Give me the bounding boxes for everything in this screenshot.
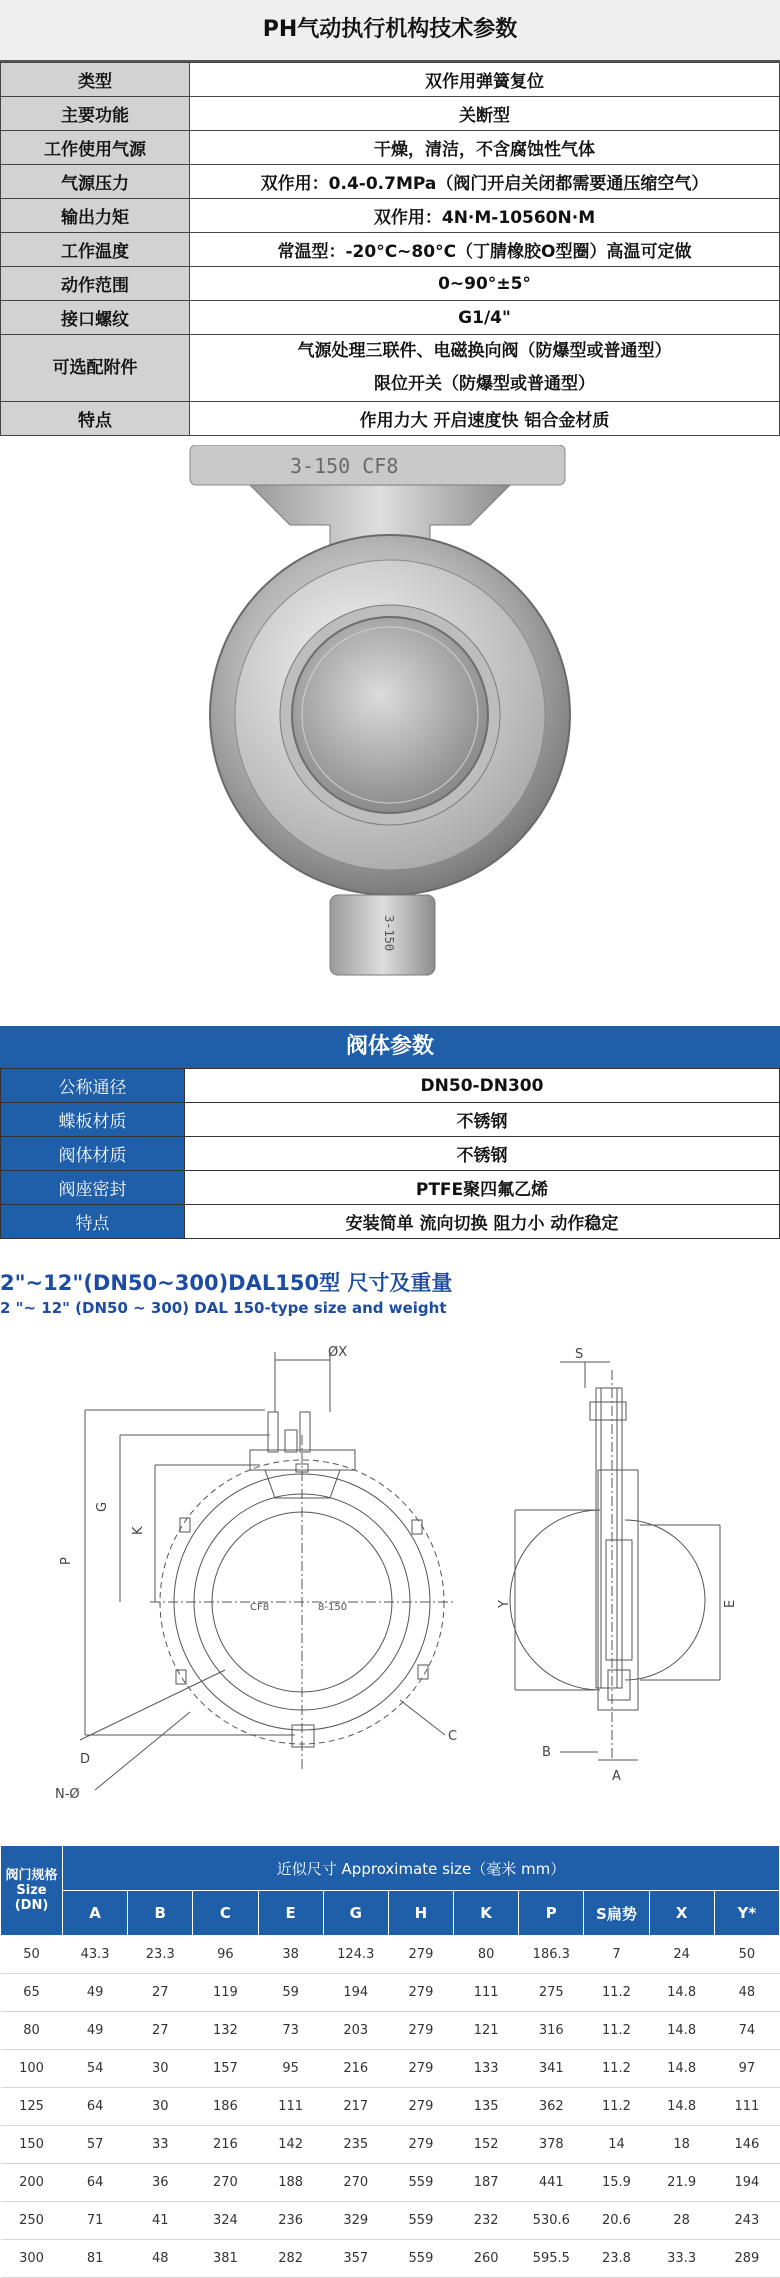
table-cell: 33.3: [649, 2240, 714, 2278]
dimension-rows: [1, 1936, 780, 2278]
table-cell: 43.3: [63, 1936, 128, 1974]
table-cell: 48: [128, 2240, 193, 2278]
label-y: Y: [497, 1600, 512, 1608]
table-cell: 54: [63, 2050, 128, 2088]
spec-row: [1, 402, 780, 436]
table-cell: 119: [193, 1974, 258, 2012]
photo-neck-marking: 3-150: [382, 915, 396, 952]
valve-body-grid: [0, 1068, 780, 1239]
table-cell: 36: [128, 2164, 193, 2202]
table-cell: 216: [323, 2050, 388, 2088]
table-cell: 74: [714, 2012, 779, 2050]
table-row: [1, 2164, 780, 2202]
table-cell: 14.8: [649, 1974, 714, 2012]
actuator-spec-grid: [0, 62, 780, 436]
spec-row: [1, 233, 780, 267]
table-cell: 236: [258, 2202, 323, 2240]
table-cell: 142: [258, 2126, 323, 2164]
column-header: Y*: [714, 1891, 779, 1936]
column-header: E: [258, 1891, 323, 1936]
spec-row: [1, 1103, 780, 1137]
size-cell: 150: [1, 2126, 63, 2164]
table-cell: 279: [388, 1936, 453, 1974]
table-cell: 275: [519, 1974, 584, 2012]
label-s: S: [575, 1347, 584, 1362]
label-g: G: [95, 1501, 110, 1512]
table-cell: 80: [454, 1936, 519, 1974]
spec-row: [1, 267, 780, 301]
table-cell: 11.2: [584, 1974, 649, 2012]
spec-label: 主要功能: [1, 97, 190, 131]
table-cell: 33: [128, 2126, 193, 2164]
label-d: D: [80, 1752, 91, 1767]
spec-value: 安装简单 流向切换 阻力小 动作稳定: [185, 1205, 780, 1239]
table-cell: 270: [193, 2164, 258, 2202]
table-cell: 188: [258, 2164, 323, 2202]
table-cell: 23.8: [584, 2240, 649, 2278]
spec-row: [1, 63, 780, 97]
dimension-heading-en: 2 "~ 12" (DN50 ~ 300) DAL 150-type size and weight: [0, 1299, 447, 1317]
spec-label: 公称通径: [1, 1069, 185, 1103]
spec-label: 气源压力: [1, 165, 190, 199]
table-cell: 381: [193, 2240, 258, 2278]
table-cell: 15.9: [584, 2164, 649, 2202]
table-cell: 559: [388, 2164, 453, 2202]
column-header: H: [388, 1891, 453, 1936]
table-cell: 559: [388, 2240, 453, 2278]
table-cell: 279: [388, 1974, 453, 2012]
spec-label: 工作温度: [1, 233, 190, 267]
table-cell: 279: [388, 2050, 453, 2088]
table-cell: 157: [193, 2050, 258, 2088]
spec-row: [1, 301, 780, 335]
table-cell: 18: [649, 2126, 714, 2164]
size-cell: 125: [1, 2088, 63, 2126]
spec-value: PTFE聚四氟乙烯: [185, 1171, 780, 1205]
table-cell: 186: [193, 2088, 258, 2126]
size-header-line: (DN): [14, 1898, 49, 1913]
table-cell: 357: [323, 2240, 388, 2278]
spec-row: [1, 199, 780, 233]
photo-top-marking: 3-150 CF8: [290, 454, 399, 478]
size-cell: 65: [1, 1974, 63, 2012]
table-cell: 289: [714, 2240, 779, 2278]
dimension-heading: [0, 1270, 560, 1319]
table-cell: 50: [714, 1936, 779, 1974]
table-cell: 441: [519, 2164, 584, 2202]
table-cell: 64: [63, 2088, 128, 2126]
table-cell: 41: [128, 2202, 193, 2240]
label-p: P: [59, 1557, 74, 1565]
table-cell: 28: [649, 2202, 714, 2240]
table-cell: 232: [454, 2202, 519, 2240]
valve-photo: [0, 445, 780, 1025]
spec-label: 类型: [1, 63, 190, 97]
table-cell: 121: [454, 2012, 519, 2050]
spec-row: [1, 1137, 780, 1171]
table-row: [1, 2202, 780, 2240]
spec-row: [1, 335, 780, 402]
size-header-line: Size: [16, 1883, 47, 1898]
table-cell: 111: [454, 1974, 519, 2012]
spec-value: 不锈钢: [185, 1137, 780, 1171]
table-cell: 378: [519, 2126, 584, 2164]
table-cell: 59: [258, 1974, 323, 2012]
table-cell: 282: [258, 2240, 323, 2278]
spec-value: 双作用：4N·M-10560N·M: [190, 199, 780, 233]
side-view: [497, 1347, 738, 1784]
table-row: [1, 2088, 780, 2126]
column-header: A: [63, 1891, 128, 1936]
table-cell: 73: [258, 2012, 323, 2050]
spec-row: [1, 97, 780, 131]
table-cell: 30: [128, 2050, 193, 2088]
spec-value: 作用力大 开启速度快 铝合金材质: [190, 402, 780, 436]
table-cell: 23.3: [128, 1936, 193, 1974]
spec-value: 0~90°±5°: [190, 267, 780, 301]
size-cell: 50: [1, 1936, 63, 1974]
table-cell: 279: [388, 2126, 453, 2164]
spec-label: 可选配附件: [1, 335, 190, 402]
table-cell: 81: [63, 2240, 128, 2278]
table-cell: 64: [63, 2164, 128, 2202]
spec-row: [1, 1069, 780, 1103]
table-cell: 203: [323, 2012, 388, 2050]
table-cell: 329: [323, 2202, 388, 2240]
spec-value-line: 气源处理三联件、电磁换向阀（防爆型或普通型）: [297, 341, 672, 361]
table-cell: 111: [714, 2088, 779, 2126]
table-cell: 30: [128, 2088, 193, 2126]
valve-photo-illustration: [0, 445, 780, 1025]
table-cell: 111: [258, 2088, 323, 2126]
column-header: C: [193, 1891, 258, 1936]
table-row: [1, 2050, 780, 2088]
spec-value: 双作用弹簧复位: [190, 63, 780, 97]
table-cell: 21.9: [649, 2164, 714, 2202]
table-cell: 235: [323, 2126, 388, 2164]
table-cell: 24: [649, 1936, 714, 1974]
table-cell: 124.3: [323, 1936, 388, 1974]
table-cell: 194: [714, 2164, 779, 2202]
table-cell: 186.3: [519, 1936, 584, 1974]
spec-label: 特点: [1, 402, 190, 436]
front-view: [55, 1345, 482, 1802]
table-cell: 260: [454, 2240, 519, 2278]
table-cell: 316: [519, 2012, 584, 2050]
column-header: B: [128, 1891, 193, 1936]
spec-row: [1, 131, 780, 165]
table-cell: 559: [388, 2202, 453, 2240]
size-header-line: 阀门规格: [5, 1868, 58, 1883]
table-cell: 341: [519, 2050, 584, 2088]
table-cell: 38: [258, 1936, 323, 1974]
column-header: S扁势: [584, 1891, 649, 1936]
spec-value: DN50-DN300: [185, 1069, 780, 1103]
table-cell: 279: [388, 2012, 453, 2050]
spec-value: 干燥，清洁，不含腐蚀性气体: [190, 131, 780, 165]
spec-label: 阀体材质: [1, 1137, 185, 1171]
table-cell: 530.6: [519, 2202, 584, 2240]
label-b: B: [542, 1745, 551, 1760]
table-cell: 11.2: [584, 2050, 649, 2088]
spec-label: 动作范围: [1, 267, 190, 301]
spec-label: 接口螺纹: [1, 301, 190, 335]
table-cell: 71: [63, 2202, 128, 2240]
table-cell: 14.8: [649, 2088, 714, 2126]
table-cell: 324: [193, 2202, 258, 2240]
size-cell: 100: [1, 2050, 63, 2088]
table-row: [1, 2126, 780, 2164]
spec-row: [1, 1171, 780, 1205]
valve-body-table: [0, 1026, 780, 1239]
spec-label: 工作使用气源: [1, 131, 190, 165]
table-cell: 279: [388, 2088, 453, 2126]
spec-value-line: 限位开关（防爆型或普通型）: [374, 374, 595, 394]
label-e: E: [723, 1599, 738, 1608]
label-class: 8-150: [318, 1602, 348, 1613]
table-row: [1, 2012, 780, 2050]
spec-value: G1/4": [190, 301, 780, 335]
table-cell: 194: [323, 1974, 388, 2012]
column-header: X: [649, 1891, 714, 1936]
spec-value: 双作用：0.4-0.7MPa（阀门开启关闭都需要通压缩空气）: [190, 165, 780, 199]
column-header: G: [323, 1891, 388, 1936]
spec-label: 阀座密封: [1, 1171, 185, 1205]
table-cell: 48: [714, 1974, 779, 2012]
table-cell: 96: [193, 1936, 258, 1974]
label-cf8: CF8: [250, 1602, 270, 1613]
technical-drawing: [0, 1340, 780, 1810]
table-cell: 243: [714, 2202, 779, 2240]
actuator-spec-table: [0, 0, 780, 436]
actuator-spec-title: PH气动执行机构技术参数: [0, 0, 780, 62]
label-n: N-Ø: [55, 1787, 80, 1802]
spec-value: 不锈钢: [185, 1103, 780, 1137]
table-cell: 27: [128, 2012, 193, 2050]
table-cell: 362: [519, 2088, 584, 2126]
table-cell: 97: [714, 2050, 779, 2088]
spec-label: 蝶板材质: [1, 1103, 185, 1137]
spec-label: 输出力矩: [1, 199, 190, 233]
table-cell: 95: [258, 2050, 323, 2088]
table-cell: 49: [63, 1974, 128, 2012]
spec-value: 关断型: [190, 97, 780, 131]
spec-row: [1, 1205, 780, 1239]
label-ox: ØX: [328, 1345, 348, 1360]
column-header: P: [519, 1891, 584, 1936]
approximate-size-header: 近似尺寸 Approximate size（毫米 mm）: [63, 1846, 780, 1891]
spec-value: [190, 335, 780, 402]
spec-value: 常温型：-20°C~80°C（丁腈橡胶O型圈）高温可定做: [190, 233, 780, 267]
table-cell: 187: [454, 2164, 519, 2202]
table-cell: 217: [323, 2088, 388, 2126]
table-cell: 57: [63, 2126, 128, 2164]
dimension-grid: [0, 1845, 780, 2278]
table-cell: 152: [454, 2126, 519, 2164]
table-row: [1, 1936, 780, 1974]
size-column-header: [1, 1846, 63, 1936]
table-cell: 11.2: [584, 2088, 649, 2126]
spec-row: [1, 165, 780, 199]
table-cell: 14.8: [649, 2012, 714, 2050]
size-cell: 300: [1, 2240, 63, 2278]
table-cell: 49: [63, 2012, 128, 2050]
table-cell: 14: [584, 2126, 649, 2164]
valve-body-title: 阀体参数: [0, 1026, 780, 1068]
table-row: [1, 1974, 780, 2012]
table-cell: 146: [714, 2126, 779, 2164]
table-cell: 11.2: [584, 2012, 649, 2050]
size-cell: 250: [1, 2202, 63, 2240]
table-cell: 595.5: [519, 2240, 584, 2278]
label-k: K: [131, 1526, 146, 1535]
table-cell: 216: [193, 2126, 258, 2164]
table-cell: 133: [454, 2050, 519, 2088]
table-cell: 135: [454, 2088, 519, 2126]
table-cell: 270: [323, 2164, 388, 2202]
spec-label: 特点: [1, 1205, 185, 1239]
dimension-heading-cn: 2"~12"(DN50~300)DAL150型 尺寸及重量: [0, 1271, 453, 1295]
dimension-table: [0, 1845, 780, 2278]
table-row: [1, 2240, 780, 2278]
table-cell: 27: [128, 1974, 193, 2012]
technical-drawing-svg: [0, 1340, 780, 1810]
size-cell: 80: [1, 2012, 63, 2050]
table-cell: 20.6: [584, 2202, 649, 2240]
label-c: C: [448, 1729, 458, 1744]
table-cell: 7: [584, 1936, 649, 1974]
label-a: A: [612, 1769, 621, 1784]
column-header: K: [454, 1891, 519, 1936]
table-cell: 132: [193, 2012, 258, 2050]
size-cell: 200: [1, 2164, 63, 2202]
table-cell: 14.8: [649, 2050, 714, 2088]
